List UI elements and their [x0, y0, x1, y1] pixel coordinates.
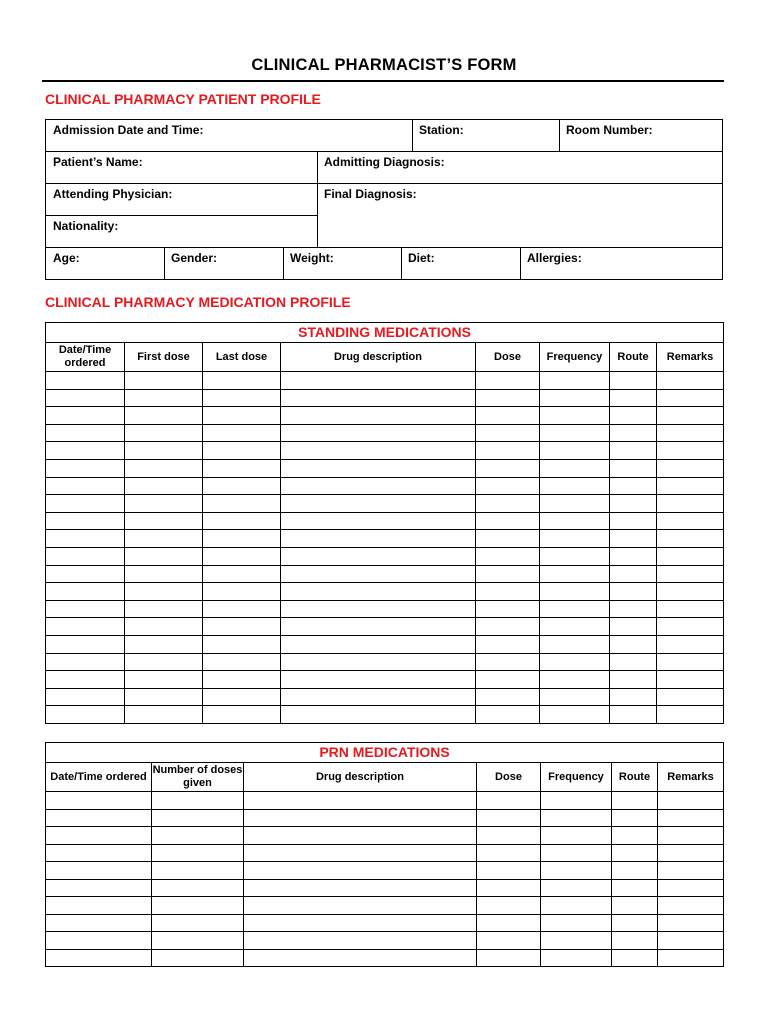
- table-cell[interactable]: [610, 407, 657, 425]
- table-cell[interactable]: [152, 844, 244, 862]
- table-cell[interactable]: [612, 932, 658, 950]
- table-cell[interactable]: [476, 688, 540, 706]
- table-cell[interactable]: [476, 530, 540, 548]
- weight-field[interactable]: Weight:: [290, 251, 334, 265]
- table-cell[interactable]: [612, 862, 658, 880]
- final-diagnosis-field[interactable]: Final Diagnosis:: [324, 187, 417, 201]
- table-cell[interactable]: [477, 897, 541, 915]
- table-cell[interactable]: [540, 459, 610, 477]
- table-cell[interactable]: [657, 583, 724, 601]
- table-row: [46, 618, 724, 636]
- table-cell[interactable]: [657, 477, 724, 495]
- table-cell[interactable]: [540, 653, 610, 671]
- column-header: Dose: [477, 763, 541, 792]
- table-cell[interactable]: [610, 653, 657, 671]
- table-cell[interactable]: [610, 372, 657, 390]
- table-cell[interactable]: [203, 372, 281, 390]
- table-cell[interactable]: [610, 706, 657, 724]
- table-cell[interactable]: [125, 442, 203, 460]
- table-row: [46, 671, 724, 689]
- table-row: [46, 949, 724, 967]
- table-row: [46, 827, 724, 845]
- table-cell[interactable]: [46, 879, 152, 897]
- column-header: Dose: [476, 343, 540, 372]
- table-cell[interactable]: [612, 809, 658, 827]
- table-cell[interactable]: [46, 407, 125, 425]
- table-cell[interactable]: [125, 372, 203, 390]
- table-row: [46, 688, 724, 706]
- table-cell[interactable]: [244, 827, 477, 845]
- table-cell[interactable]: [476, 495, 540, 513]
- table-cell[interactable]: [46, 688, 125, 706]
- table-cell[interactable]: [203, 424, 281, 442]
- medication-profile-heading: CLINICAL PHARMACY MEDICATION PROFILE: [45, 294, 351, 310]
- table-cell[interactable]: [46, 949, 152, 967]
- page-title: CLINICAL PHARMACIST’S FORM: [251, 56, 517, 74]
- table-cell[interactable]: [477, 792, 541, 810]
- table-row: [46, 706, 724, 724]
- table-cell[interactable]: [477, 932, 541, 950]
- table-cell[interactable]: [203, 442, 281, 460]
- table-cell[interactable]: [244, 879, 477, 897]
- table-cell[interactable]: [281, 442, 476, 460]
- table-cell[interactable]: [657, 407, 724, 425]
- age-field[interactable]: Age:: [53, 251, 80, 265]
- table-cell[interactable]: [125, 547, 203, 565]
- table-row: [46, 635, 724, 653]
- table-cell[interactable]: [46, 809, 152, 827]
- table-cell[interactable]: [477, 809, 541, 827]
- prn-medications-table: [45, 742, 724, 967]
- column-header: Date/Time ordered: [46, 763, 152, 792]
- table-cell[interactable]: [46, 618, 125, 636]
- table-cell[interactable]: [657, 618, 724, 636]
- table-cell[interactable]: [540, 389, 610, 407]
- table-row: [46, 477, 724, 495]
- table-cell[interactable]: [610, 635, 657, 653]
- table-cell[interactable]: [203, 688, 281, 706]
- column-header: Frequency: [541, 763, 612, 792]
- table-cell[interactable]: [244, 809, 477, 827]
- table-cell[interactable]: [541, 809, 612, 827]
- table-row: [46, 495, 724, 513]
- standing-medications-table: [45, 322, 724, 724]
- table-cell[interactable]: [203, 600, 281, 618]
- table-cell[interactable]: [203, 547, 281, 565]
- table-cell[interactable]: [657, 653, 724, 671]
- table-cell[interactable]: [203, 653, 281, 671]
- table-cell[interactable]: [610, 600, 657, 618]
- column-header: Remarks: [657, 343, 724, 372]
- table-cell[interactable]: [476, 407, 540, 425]
- table-cell[interactable]: [46, 442, 125, 460]
- table-cell[interactable]: [46, 635, 125, 653]
- table-cell[interactable]: [46, 671, 125, 689]
- table-cell[interactable]: [281, 372, 476, 390]
- table-cell[interactable]: [477, 862, 541, 880]
- table-cell[interactable]: [152, 949, 244, 967]
- table-cell[interactable]: [46, 372, 125, 390]
- table-cell[interactable]: [658, 949, 724, 967]
- table-cell[interactable]: [476, 635, 540, 653]
- table-cell[interactable]: [46, 932, 152, 950]
- table-cell[interactable]: [657, 635, 724, 653]
- column-header: Route: [610, 343, 657, 372]
- table-cell[interactable]: [477, 844, 541, 862]
- table-cell[interactable]: [46, 583, 125, 601]
- table-cell[interactable]: [657, 688, 724, 706]
- table-cell[interactable]: [281, 495, 476, 513]
- table-cell[interactable]: [46, 706, 125, 724]
- table-cell[interactable]: [125, 389, 203, 407]
- table-cell[interactable]: [244, 862, 477, 880]
- table-cell[interactable]: [610, 583, 657, 601]
- table-cell[interactable]: [46, 424, 125, 442]
- table-cell[interactable]: [610, 530, 657, 548]
- table-cell[interactable]: [476, 671, 540, 689]
- table-cell[interactable]: [125, 635, 203, 653]
- table-row: [46, 809, 724, 827]
- table-cell[interactable]: [281, 530, 476, 548]
- table-row: [46, 389, 724, 407]
- table-cell[interactable]: [152, 879, 244, 897]
- table-cell[interactable]: [658, 862, 724, 880]
- table-cell[interactable]: [476, 389, 540, 407]
- admitting-diagnosis-field[interactable]: Admitting Diagnosis:: [324, 155, 445, 169]
- table-cell[interactable]: [244, 792, 477, 810]
- table-row: [46, 459, 724, 477]
- table-cell[interactable]: [612, 827, 658, 845]
- column-header: Remarks: [658, 763, 724, 792]
- station-field[interactable]: Station:: [419, 123, 464, 137]
- table-cell[interactable]: [657, 372, 724, 390]
- table-cell[interactable]: [657, 495, 724, 513]
- table-cell[interactable]: [281, 512, 476, 530]
- table-cell[interactable]: [46, 530, 125, 548]
- table-cell[interactable]: [541, 897, 612, 915]
- table-cell[interactable]: [281, 407, 476, 425]
- table-cell[interactable]: [610, 565, 657, 583]
- admission-field[interactable]: Admission Date and Time:: [53, 123, 204, 137]
- table-cell[interactable]: [612, 914, 658, 932]
- table-cell[interactable]: [125, 583, 203, 601]
- table-cell[interactable]: [244, 932, 477, 950]
- table-cell[interactable]: [46, 653, 125, 671]
- table-cell[interactable]: [540, 495, 610, 513]
- table-row: [46, 583, 724, 601]
- table-cell[interactable]: [125, 495, 203, 513]
- table-cell[interactable]: [203, 671, 281, 689]
- table-cell[interactable]: [540, 671, 610, 689]
- table-cell[interactable]: [610, 424, 657, 442]
- table-cell[interactable]: [476, 600, 540, 618]
- table-cell[interactable]: [610, 477, 657, 495]
- table-cell[interactable]: [658, 827, 724, 845]
- table-cell[interactable]: [658, 914, 724, 932]
- prn-medications-title: PRN MEDICATIONS: [46, 743, 724, 763]
- table-row: [46, 424, 724, 442]
- table-cell[interactable]: [281, 459, 476, 477]
- table-row: [46, 653, 724, 671]
- table-cell[interactable]: [658, 897, 724, 915]
- table-cell[interactable]: [152, 862, 244, 880]
- table-cell[interactable]: [203, 459, 281, 477]
- patient-profile-heading: CLINICAL PHARMACY PATIENT PROFILE: [45, 91, 321, 107]
- table-cell[interactable]: [612, 897, 658, 915]
- grid-line: [46, 247, 722, 248]
- table-cell[interactable]: [657, 547, 724, 565]
- table-cell[interactable]: [152, 827, 244, 845]
- table-cell[interactable]: [610, 442, 657, 460]
- column-header: Number of doses given: [152, 763, 244, 792]
- table-cell[interactable]: [540, 424, 610, 442]
- table-cell[interactable]: [125, 530, 203, 548]
- table-cell[interactable]: [477, 827, 541, 845]
- table-cell[interactable]: [125, 706, 203, 724]
- table-cell[interactable]: [203, 706, 281, 724]
- table-row: [46, 565, 724, 583]
- table-cell[interactable]: [658, 932, 724, 950]
- table-cell[interactable]: [46, 600, 125, 618]
- table-cell[interactable]: [125, 512, 203, 530]
- column-header: Last dose: [203, 343, 281, 372]
- table-cell[interactable]: [541, 792, 612, 810]
- table-row: [46, 407, 724, 425]
- table-cell[interactable]: [46, 512, 125, 530]
- table-cell[interactable]: [658, 792, 724, 810]
- title-rule: [42, 80, 724, 82]
- table-cell[interactable]: [46, 495, 125, 513]
- table-cell[interactable]: [541, 932, 612, 950]
- table-row: [46, 879, 724, 897]
- table-cell[interactable]: [657, 459, 724, 477]
- table-cell[interactable]: [612, 844, 658, 862]
- table-cell[interactable]: [281, 389, 476, 407]
- table-cell[interactable]: [541, 862, 612, 880]
- room-number-field[interactable]: Room Number:: [566, 123, 653, 137]
- table-cell[interactable]: [657, 424, 724, 442]
- table-cell[interactable]: [476, 583, 540, 601]
- table-cell[interactable]: [657, 442, 724, 460]
- table-cell[interactable]: [476, 459, 540, 477]
- diet-field[interactable]: Diet:: [408, 251, 435, 265]
- table-cell[interactable]: [125, 653, 203, 671]
- allergies-field[interactable]: Allergies:: [527, 251, 582, 265]
- table-cell[interactable]: [203, 389, 281, 407]
- table-cell[interactable]: [125, 459, 203, 477]
- table-cell[interactable]: [477, 949, 541, 967]
- table-cell[interactable]: [476, 512, 540, 530]
- table-row: [46, 897, 724, 915]
- table-cell[interactable]: [657, 706, 724, 724]
- table-cell[interactable]: [540, 530, 610, 548]
- table-cell[interactable]: [125, 671, 203, 689]
- patient-profile-grid: [45, 119, 723, 280]
- table-cell[interactable]: [244, 949, 477, 967]
- table-cell[interactable]: [657, 671, 724, 689]
- table-cell[interactable]: [281, 688, 476, 706]
- column-header: First dose: [125, 343, 203, 372]
- table-cell[interactable]: [152, 809, 244, 827]
- table-cell[interactable]: [610, 618, 657, 636]
- table-cell[interactable]: [657, 565, 724, 583]
- table-row: [46, 932, 724, 950]
- column-header: Drug description: [244, 763, 477, 792]
- table-cell[interactable]: [281, 477, 476, 495]
- table-cell[interactable]: [540, 635, 610, 653]
- table-cell[interactable]: [658, 879, 724, 897]
- table-cell[interactable]: [46, 914, 152, 932]
- table-cell[interactable]: [244, 897, 477, 915]
- table-cell[interactable]: [610, 389, 657, 407]
- table-cell[interactable]: [125, 565, 203, 583]
- table-row: [46, 372, 724, 390]
- table-cell[interactable]: [541, 827, 612, 845]
- table-cell[interactable]: [541, 844, 612, 862]
- column-header: Route: [612, 763, 658, 792]
- table-cell[interactable]: [46, 459, 125, 477]
- table-cell[interactable]: [476, 618, 540, 636]
- table-cell[interactable]: [540, 565, 610, 583]
- table-cell[interactable]: [476, 653, 540, 671]
- table-cell[interactable]: [610, 512, 657, 530]
- table-cell[interactable]: [281, 635, 476, 653]
- table-cell[interactable]: [540, 442, 610, 460]
- table-row: [46, 844, 724, 862]
- table-cell[interactable]: [281, 618, 476, 636]
- table-cell[interactable]: [46, 792, 152, 810]
- table-cell[interactable]: [46, 389, 125, 407]
- table-cell[interactable]: [281, 424, 476, 442]
- table-cell[interactable]: [540, 618, 610, 636]
- table-cell[interactable]: [203, 495, 281, 513]
- table-cell[interactable]: [477, 914, 541, 932]
- table-cell[interactable]: [281, 547, 476, 565]
- table-cell[interactable]: [476, 424, 540, 442]
- table-row: [46, 442, 724, 460]
- table-row: [46, 862, 724, 880]
- table-cell[interactable]: [281, 583, 476, 601]
- table-cell[interactable]: [657, 530, 724, 548]
- table-cell[interactable]: [125, 477, 203, 495]
- table-cell[interactable]: [281, 565, 476, 583]
- table-cell[interactable]: [476, 706, 540, 724]
- table-cell[interactable]: [203, 635, 281, 653]
- table-cell[interactable]: [540, 372, 610, 390]
- table-cell[interactable]: [540, 512, 610, 530]
- table-cell[interactable]: [125, 407, 203, 425]
- table-cell[interactable]: [203, 618, 281, 636]
- table-cell[interactable]: [152, 792, 244, 810]
- column-header: Date/Time ordered: [46, 343, 125, 372]
- gender-field[interactable]: Gender:: [171, 251, 218, 265]
- table-cell[interactable]: [125, 688, 203, 706]
- table-cell[interactable]: [152, 914, 244, 932]
- table-cell[interactable]: [125, 600, 203, 618]
- attending-physician-field[interactable]: Attending Physician:: [53, 187, 173, 201]
- table-row: [46, 600, 724, 618]
- table-cell[interactable]: [152, 932, 244, 950]
- table-cell[interactable]: [476, 372, 540, 390]
- table-cell[interactable]: [476, 565, 540, 583]
- table-cell[interactable]: [540, 688, 610, 706]
- table-cell[interactable]: [46, 862, 152, 880]
- table-cell[interactable]: [658, 809, 724, 827]
- table-cell[interactable]: [540, 407, 610, 425]
- table-row: [46, 512, 724, 530]
- column-header: Frequency: [540, 343, 610, 372]
- table-cell[interactable]: [244, 914, 477, 932]
- table-cell[interactable]: [152, 897, 244, 915]
- table-cell[interactable]: [203, 512, 281, 530]
- table-cell[interactable]: [540, 547, 610, 565]
- table-cell[interactable]: [610, 671, 657, 689]
- table-cell[interactable]: [125, 424, 203, 442]
- table-cell[interactable]: [612, 949, 658, 967]
- table-cell[interactable]: [477, 879, 541, 897]
- table-cell[interactable]: [476, 477, 540, 495]
- table-cell[interactable]: [203, 477, 281, 495]
- table-cell[interactable]: [244, 844, 477, 862]
- table-cell[interactable]: [281, 600, 476, 618]
- table-cell[interactable]: [46, 844, 152, 862]
- table-cell[interactable]: [540, 600, 610, 618]
- table-cell[interactable]: [203, 530, 281, 548]
- table-cell[interactable]: [541, 879, 612, 897]
- standing-medications-title: STANDING MEDICATIONS: [46, 323, 724, 343]
- table-cell[interactable]: [46, 547, 125, 565]
- table-cell[interactable]: [657, 600, 724, 618]
- table-cell[interactable]: [610, 459, 657, 477]
- table-cell[interactable]: [610, 547, 657, 565]
- table-cell[interactable]: [46, 565, 125, 583]
- table-cell[interactable]: [657, 512, 724, 530]
- table-cell[interactable]: [540, 477, 610, 495]
- table-row: [46, 530, 724, 548]
- table-cell[interactable]: [610, 688, 657, 706]
- table-cell[interactable]: [125, 618, 203, 636]
- table-cell[interactable]: [610, 495, 657, 513]
- nationality-field[interactable]: Nationality:: [53, 219, 119, 233]
- table-row: [46, 914, 724, 932]
- table-cell[interactable]: [46, 827, 152, 845]
- table-cell[interactable]: [612, 879, 658, 897]
- table-cell[interactable]: [476, 442, 540, 460]
- table-cell[interactable]: [281, 706, 476, 724]
- table-cell[interactable]: [540, 583, 610, 601]
- table-cell[interactable]: [281, 653, 476, 671]
- table-cell[interactable]: [46, 897, 152, 915]
- table-cell[interactable]: [541, 949, 612, 967]
- table-cell[interactable]: [612, 792, 658, 810]
- table-cell[interactable]: [203, 583, 281, 601]
- table-cell[interactable]: [203, 407, 281, 425]
- table-cell[interactable]: [476, 547, 540, 565]
- patient-name-field[interactable]: Patient’s Name:: [53, 155, 143, 169]
- table-row: [46, 547, 724, 565]
- table-cell[interactable]: [46, 477, 125, 495]
- table-cell[interactable]: [657, 389, 724, 407]
- table-cell[interactable]: [541, 914, 612, 932]
- table-cell[interactable]: [540, 706, 610, 724]
- table-cell[interactable]: [203, 565, 281, 583]
- table-cell[interactable]: [658, 844, 724, 862]
- table-cell[interactable]: [281, 671, 476, 689]
- table-row: [46, 792, 724, 810]
- column-header: Drug description: [281, 343, 476, 372]
